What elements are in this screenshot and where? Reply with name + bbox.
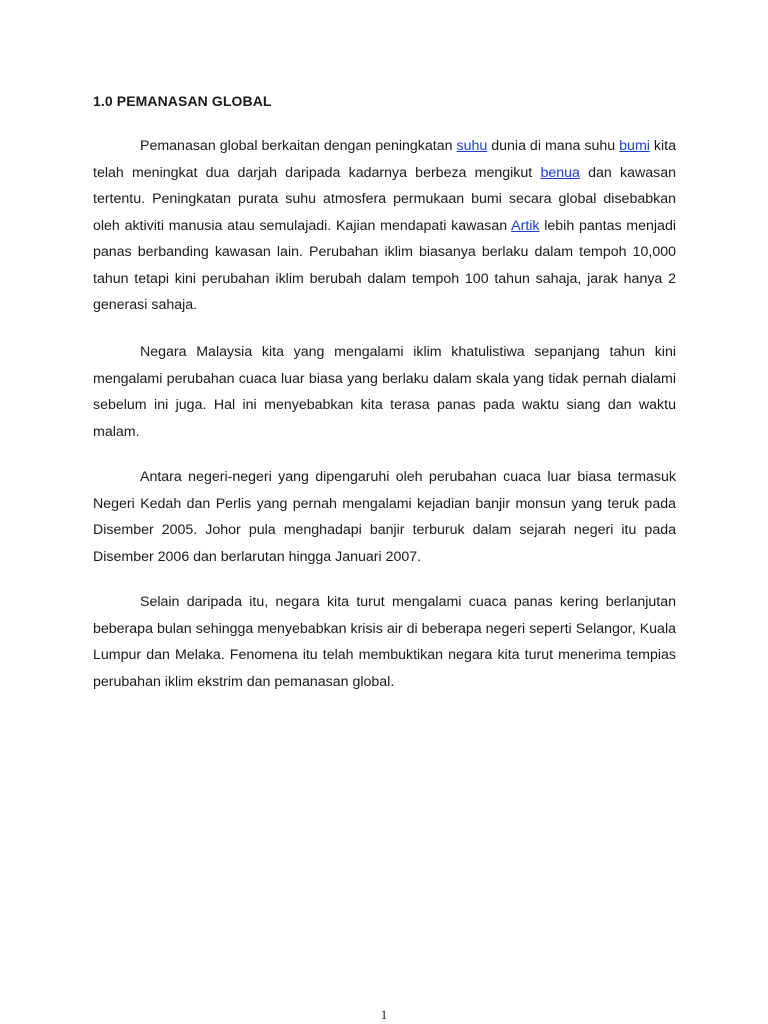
paragraph-1-text: lebih pantas menjadi panas berbanding kawasan lain. Perubahan iklim biasanya berlaku dalam tempoh 10,000 tahun tetapi kini perubahan iklim berubah dalam tempoh 100 tahun sahaja, jarak hanya 2 generasi sahaja. [93, 217, 676, 313]
page-number: 1 [380, 1007, 388, 1022]
paragraph-4: Selain daripada itu, negara kita turut mengalami cuaca panas kering berlanjutan beberapa bulan sehingga menyebabkan krisis air di beberapa negeri seperti Selangor, Kuala Lumpur dan Melaka. Fenomena itu telah membuktikan negara kita turut menerima tempias perubahan iklim ekstrim dan pemanasan global. [93, 594, 676, 690]
paragraph-1-text: Pemanasan global berkaitan dengan peningkatan [140, 138, 457, 154]
paragraph-1 [93, 133, 676, 319]
paragraph-1-text: dunia di mana suhu [487, 138, 620, 154]
paragraph-1-text: kita telah meningkat dua darjah daripada kadarnya berbeza mengikut [93, 138, 676, 181]
link-artik[interactable]: Artik [511, 217, 540, 234]
paragraph-2: Negara Malaysia kita yang mengalami iklim khatulistiwa sepanjang tahun kini mengalami perubahan cuaca luar biasa yang berlaku dalam skala yang tidak pernah dialami sebelum ini juga. Hal ini menyebabkan kita terasa panas pada waktu siang dan waktu malam. [93, 344, 676, 440]
link-suhu[interactable]: suhu [456, 138, 488, 154]
section-heading: 1.0 PEMANASAN GLOBAL [93, 93, 272, 109]
link-bumi[interactable]: bumi [619, 138, 650, 154]
paragraph-3: Antara negeri-negeri yang dipengaruhi oleh perubahan cuaca luar biasa termasuk Negeri Kedah dan Perlis yang pernah mengalami kejadian banjir monsun yang teruk pada Disember 2005. Johor pula menghadapi banjir terburuk dalam sejarah negeri itu pada Disember 2006 dan berlarutan hingga Januari 2007. [93, 469, 676, 565]
link-benua[interactable]: benua [540, 164, 580, 181]
paragraph-1-text: dan kawasan tertentu. Peningkatan purata suhu atmosfera permukaan bumi secara global disebabkan oleh aktiviti manusia atau semulajadi. Kajian mendapati kawasan [93, 164, 676, 234]
